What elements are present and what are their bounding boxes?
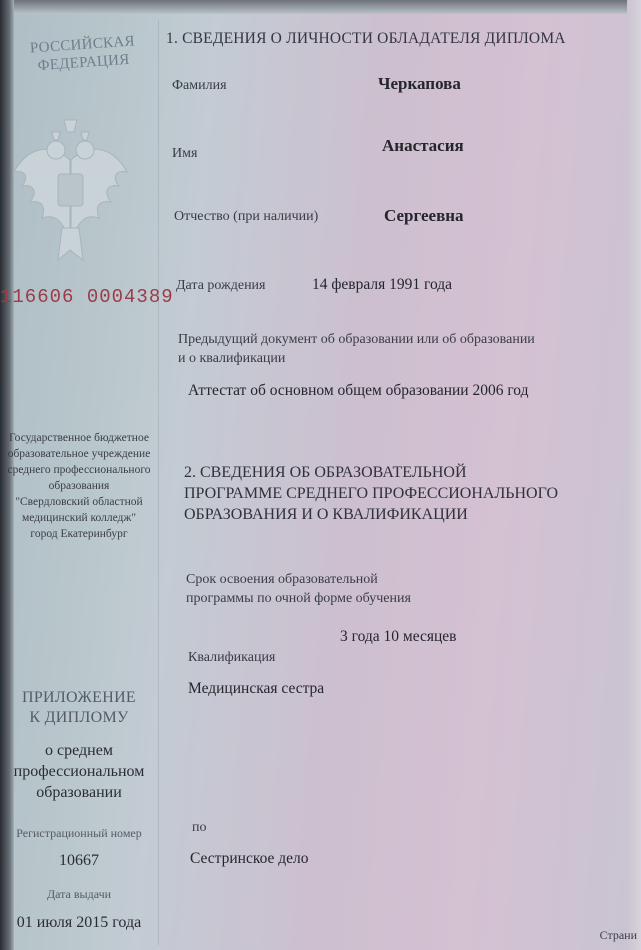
issue-date: 01 июля 2015 года (16, 914, 142, 931)
section2-title-line: ПРОГРАММЕ СРЕДНЕГО ПРОФЕССИОНАЛЬНОГО (184, 485, 559, 502)
previous-document-label-line: Предыдущий документ об образовании или об образовании (178, 332, 535, 347)
name-value: Анастасия (382, 136, 464, 155)
appendix-subtitle (0, 740, 158, 803)
surname-value: Черкапова (378, 74, 461, 93)
country-line-1: РОССИЙСКАЯ (29, 33, 136, 57)
specialty-label: по (192, 820, 207, 835)
patronymic-label: Отчество (при наличии) (174, 209, 319, 224)
previous-document-value: Аттестат об основном общем образовании 2006 год (188, 382, 529, 399)
institution-line: город Екатеринбург (30, 528, 128, 540)
section2-title (184, 462, 558, 525)
institution-line: "Свердловский областной (15, 496, 143, 508)
specialty-value: Сестринское дело (190, 850, 309, 867)
study-term-value: 3 года 10 месяцев (340, 628, 457, 645)
subtitle-line: профессиональном (13, 763, 145, 780)
previous-document-label-line: и о квалификации (178, 351, 286, 366)
study-term-label-line: программы по очной форме обучения (186, 591, 411, 606)
left-panel (0, 0, 174, 950)
birth-date-value: 14 февраля 1991 года (312, 276, 453, 293)
section2-title-line: ОБРАЗОВАНИЯ И О КВАЛИФИКАЦИИ (184, 506, 468, 523)
double-headed-eagle-emblem-icon (8, 110, 133, 270)
qualification-value: Медицинская сестра (188, 680, 325, 697)
section2-title-line: 2. СВЕДЕНИЯ ОБ ОБРАЗОВАТЕЛЬНОЙ (184, 464, 467, 481)
institution-block (0, 430, 158, 542)
name-label: Имя (172, 146, 198, 161)
issue-date-label: Дата выдачи (46, 887, 112, 901)
patronymic-value: Сергеевна (384, 206, 464, 225)
qualification-label: Квалификация (188, 650, 276, 665)
country-title (27, 32, 139, 76)
registration-label: Регистрационный номер (16, 826, 142, 840)
surname-label: Фамилия (172, 78, 227, 93)
subtitle-line: образовании (36, 784, 122, 801)
serial-number: 116606 0004389 (0, 286, 174, 308)
page-right-edge (627, 0, 641, 950)
appendix-line-2: К ДИПЛОМУ (29, 709, 129, 726)
institution-line: образовательное учреждение (7, 448, 151, 460)
institution-line: Государственное бюджетное (9, 432, 149, 444)
subtitle-line: о среднем (45, 742, 113, 759)
institution-line: среднего профессионального (7, 464, 151, 476)
registration-number: 10667 (59, 852, 99, 869)
previous-document-label (178, 330, 535, 368)
section1-title: 1. СВЕДЕНИЯ О ЛИЧНОСТИ ОБЛАДАТЕЛЯ ДИПЛОМА (166, 30, 566, 47)
institution-line: медицинский колледж" (21, 512, 137, 524)
page-label: Страни (599, 928, 637, 942)
appendix-title (0, 688, 158, 728)
institution-line: образования (48, 480, 110, 492)
study-term-label-line: Срок освоения образовательной (186, 572, 378, 587)
study-term-label (186, 570, 411, 608)
country-line-2: ФЕДЕРАЦИЯ (37, 51, 131, 75)
birth-date-label: Дата рождения (176, 278, 266, 293)
appendix-line-1: ПРИЛОЖЕНИЕ (21, 689, 136, 706)
